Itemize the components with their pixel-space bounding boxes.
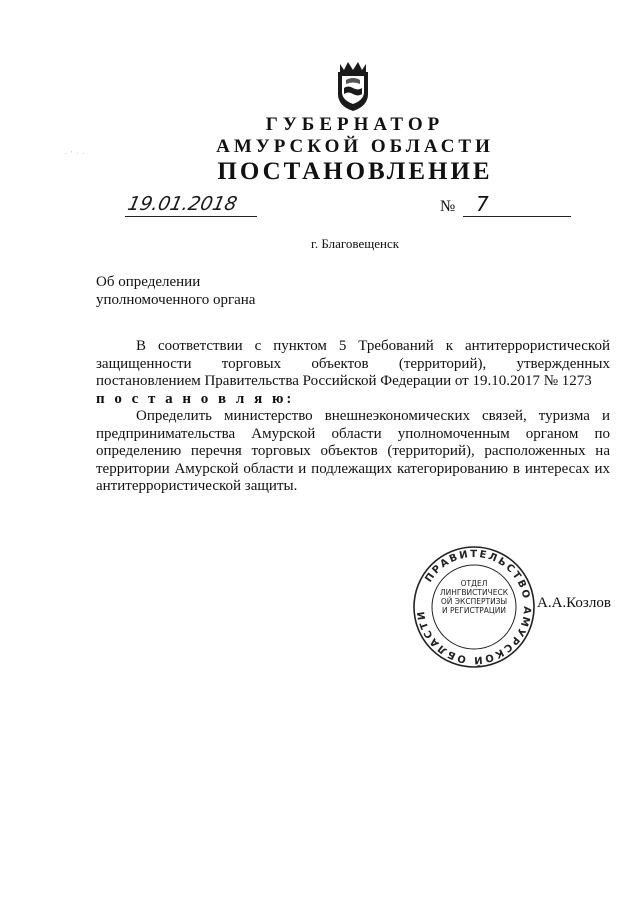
body-text (96, 338, 610, 496)
subject-line2: уполномоченного органа (96, 292, 256, 308)
header-line1: ГУБЕРНАТОР (265, 114, 445, 135)
doc-type: ПОСТАНОВЛЕНИЕ (217, 158, 493, 185)
subject (96, 273, 255, 309)
resolve-word: п о с т а н о в л я ю: (96, 390, 295, 407)
stamp-inner-text: ОТДЕЛ ЛИНГВИСТИЧЕСКОЙ ЭКСПЕРТИЗЫ И РЕГИСТРАЦИИ (439, 579, 509, 615)
number-label: № (440, 198, 456, 215)
date-handwritten: 19.01.2018 (125, 193, 240, 215)
official-stamp (412, 545, 536, 669)
scan-artifact: · ' · · (65, 150, 86, 158)
coat-of-arms-icon (330, 58, 376, 114)
subject-line1: Об определении (96, 274, 201, 290)
preamble: В соответствии с пунктом 5 Требований к антитеррористической защищенности торговых объектов (территорий), утвержденных постановлением Правительства Российской Федерации от 19.10.2017 № 1273 (96, 338, 610, 389)
header-line2: АМУРСКОЙ ОБЛАСТИ (216, 136, 494, 157)
signature-name: А.А.Козлов (537, 595, 611, 611)
number-handwritten: 7 (476, 192, 489, 216)
stamp-outer-text: ПРАВИТЕЛЬСТВО АМУРСКОЙ ОБЛАСТИ (415, 548, 533, 666)
city: г. Благовещенск (310, 236, 400, 251)
clause: Определить министерство внешнеэкономических связей, туризма и предпринимательства Амурской области уполномоченным органом по определению перечня торговых объектов (территорий), расположенных на территории Амурской области и подлежащих категорированию в интересах их антитеррористической защиты. (96, 408, 610, 494)
